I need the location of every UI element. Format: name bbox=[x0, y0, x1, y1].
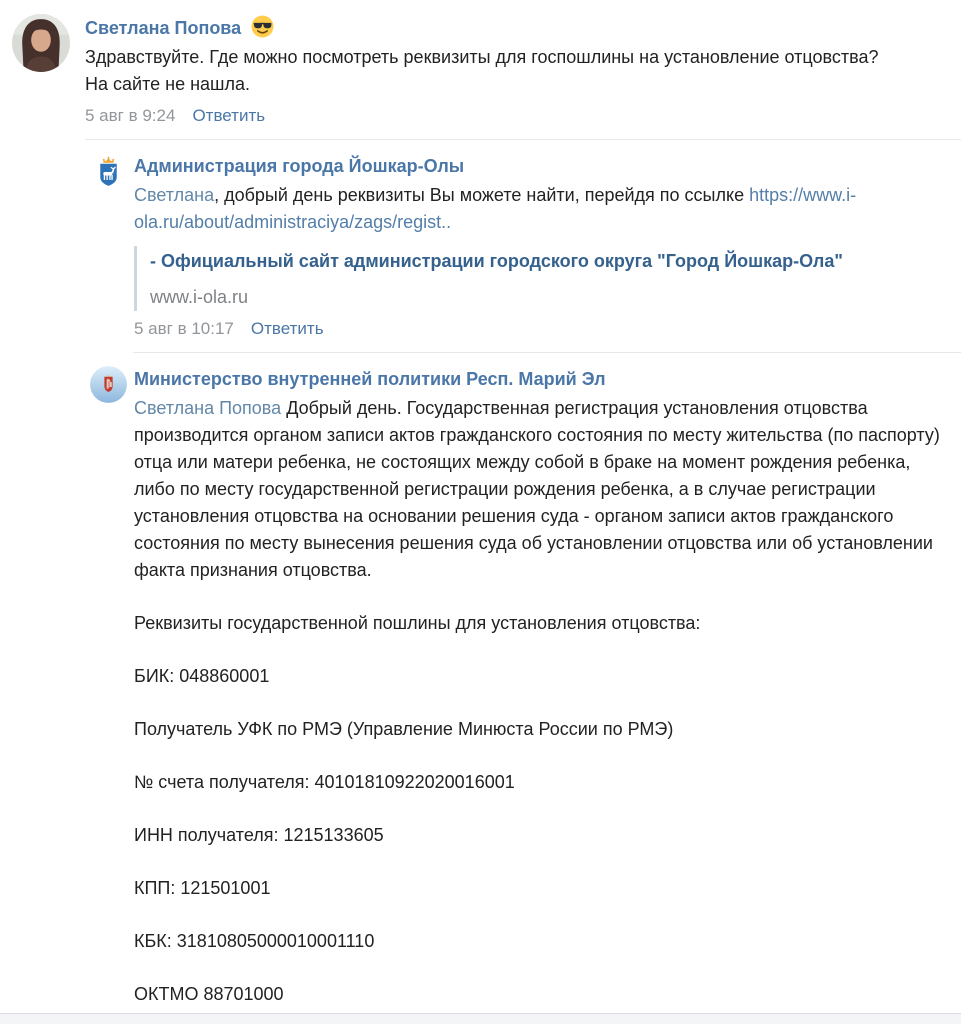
link-preview-title[interactable]: - Официальный сайт администрации городского округа "Город Йошкар-Ола" bbox=[150, 251, 843, 271]
paragraph-text: Добрый день. Государственная регистрация установления отцовства производится органом записи актов гражданского состояния по месту жительства (по паспорту) отца или матери ребенка, не состоящих между собой в браке на момент рождения ребенка, либо по месту государственной регистрации рождения ребенка, а в случае регистрации установления отцовства на основании решения суда - органом записи актов гражданского состояния по месту вынесения решения суда об установлении отцовства или об установлении факта признания отцовства. bbox=[134, 398, 940, 580]
comment-date[interactable]: 5 авг в 10:17 bbox=[134, 319, 234, 338]
bottom-divider bbox=[0, 1013, 961, 1024]
comment-meta bbox=[85, 105, 885, 139]
comment-meta bbox=[134, 318, 945, 352]
sunglasses-emoji bbox=[251, 15, 274, 38]
mention-link[interactable]: Светлана Попова bbox=[134, 398, 282, 418]
comment-content bbox=[85, 14, 885, 139]
paragraph: БИК: 048860001 bbox=[134, 666, 270, 686]
comment-content bbox=[134, 153, 945, 352]
author-link[interactable]: Светлана Попова bbox=[85, 18, 242, 38]
mention-link[interactable]: Светлана bbox=[134, 185, 215, 205]
comment-text bbox=[134, 182, 945, 236]
link-preview[interactable] bbox=[134, 246, 945, 311]
reply-button[interactable]: Ответить bbox=[250, 319, 324, 338]
comment-reply-ministry bbox=[90, 353, 961, 1008]
external-url-link[interactable]: https://www.i-ola.ru/about/administraciya/zags/regist.. bbox=[134, 185, 857, 232]
comment-date[interactable]: 5 авг в 9:24 bbox=[85, 106, 176, 125]
paragraph: КПП: 121501001 bbox=[134, 878, 271, 898]
author-link[interactable]: Администрация города Йошкар-Олы bbox=[134, 156, 465, 176]
mari-el-coat-of-arms[interactable] bbox=[90, 366, 127, 403]
comment-content bbox=[134, 366, 945, 1008]
paragraph: Реквизиты государственной пошлины для установления отцовства: bbox=[134, 613, 701, 633]
paragraph bbox=[134, 395, 945, 584]
woman-portrait-icon bbox=[12, 14, 70, 72]
comment-reply-administration bbox=[90, 140, 961, 352]
paragraph: ОКТМО 88701000 bbox=[134, 984, 284, 1004]
paragraph: Получатель УФК по РМЭ (Управление Минюста России по РМЭ) bbox=[134, 719, 674, 739]
reply-button[interactable]: Ответить bbox=[192, 106, 266, 125]
comment-top bbox=[0, 6, 961, 139]
author-link[interactable]: Министерство внутренней политики Респ. Марий Эл bbox=[134, 369, 606, 389]
city-crest-icon bbox=[90, 153, 127, 190]
paragraph: ИНН получателя: 1215133605 bbox=[134, 825, 384, 845]
ministry-crest-icon bbox=[90, 366, 127, 403]
user-photo-avatar[interactable] bbox=[12, 14, 70, 72]
comment-text-span: , добрый день реквизиты Вы можете найти, перейдя по ссылке bbox=[214, 185, 745, 205]
link-preview-domain: www.i-ola.ru bbox=[150, 287, 249, 307]
comment-text bbox=[134, 395, 945, 1008]
comment-text: Здравствуйте. Где можно посмотреть реквизиты для госпошлины на установление отцовства? На сайте не нашла. bbox=[85, 47, 879, 94]
paragraph: КБК: 31810805000010001110 bbox=[134, 931, 375, 951]
yoshkar-ola-coat-of-arms[interactable] bbox=[90, 153, 127, 190]
paragraph: № счета получателя: 40101810922020016001 bbox=[134, 772, 515, 792]
